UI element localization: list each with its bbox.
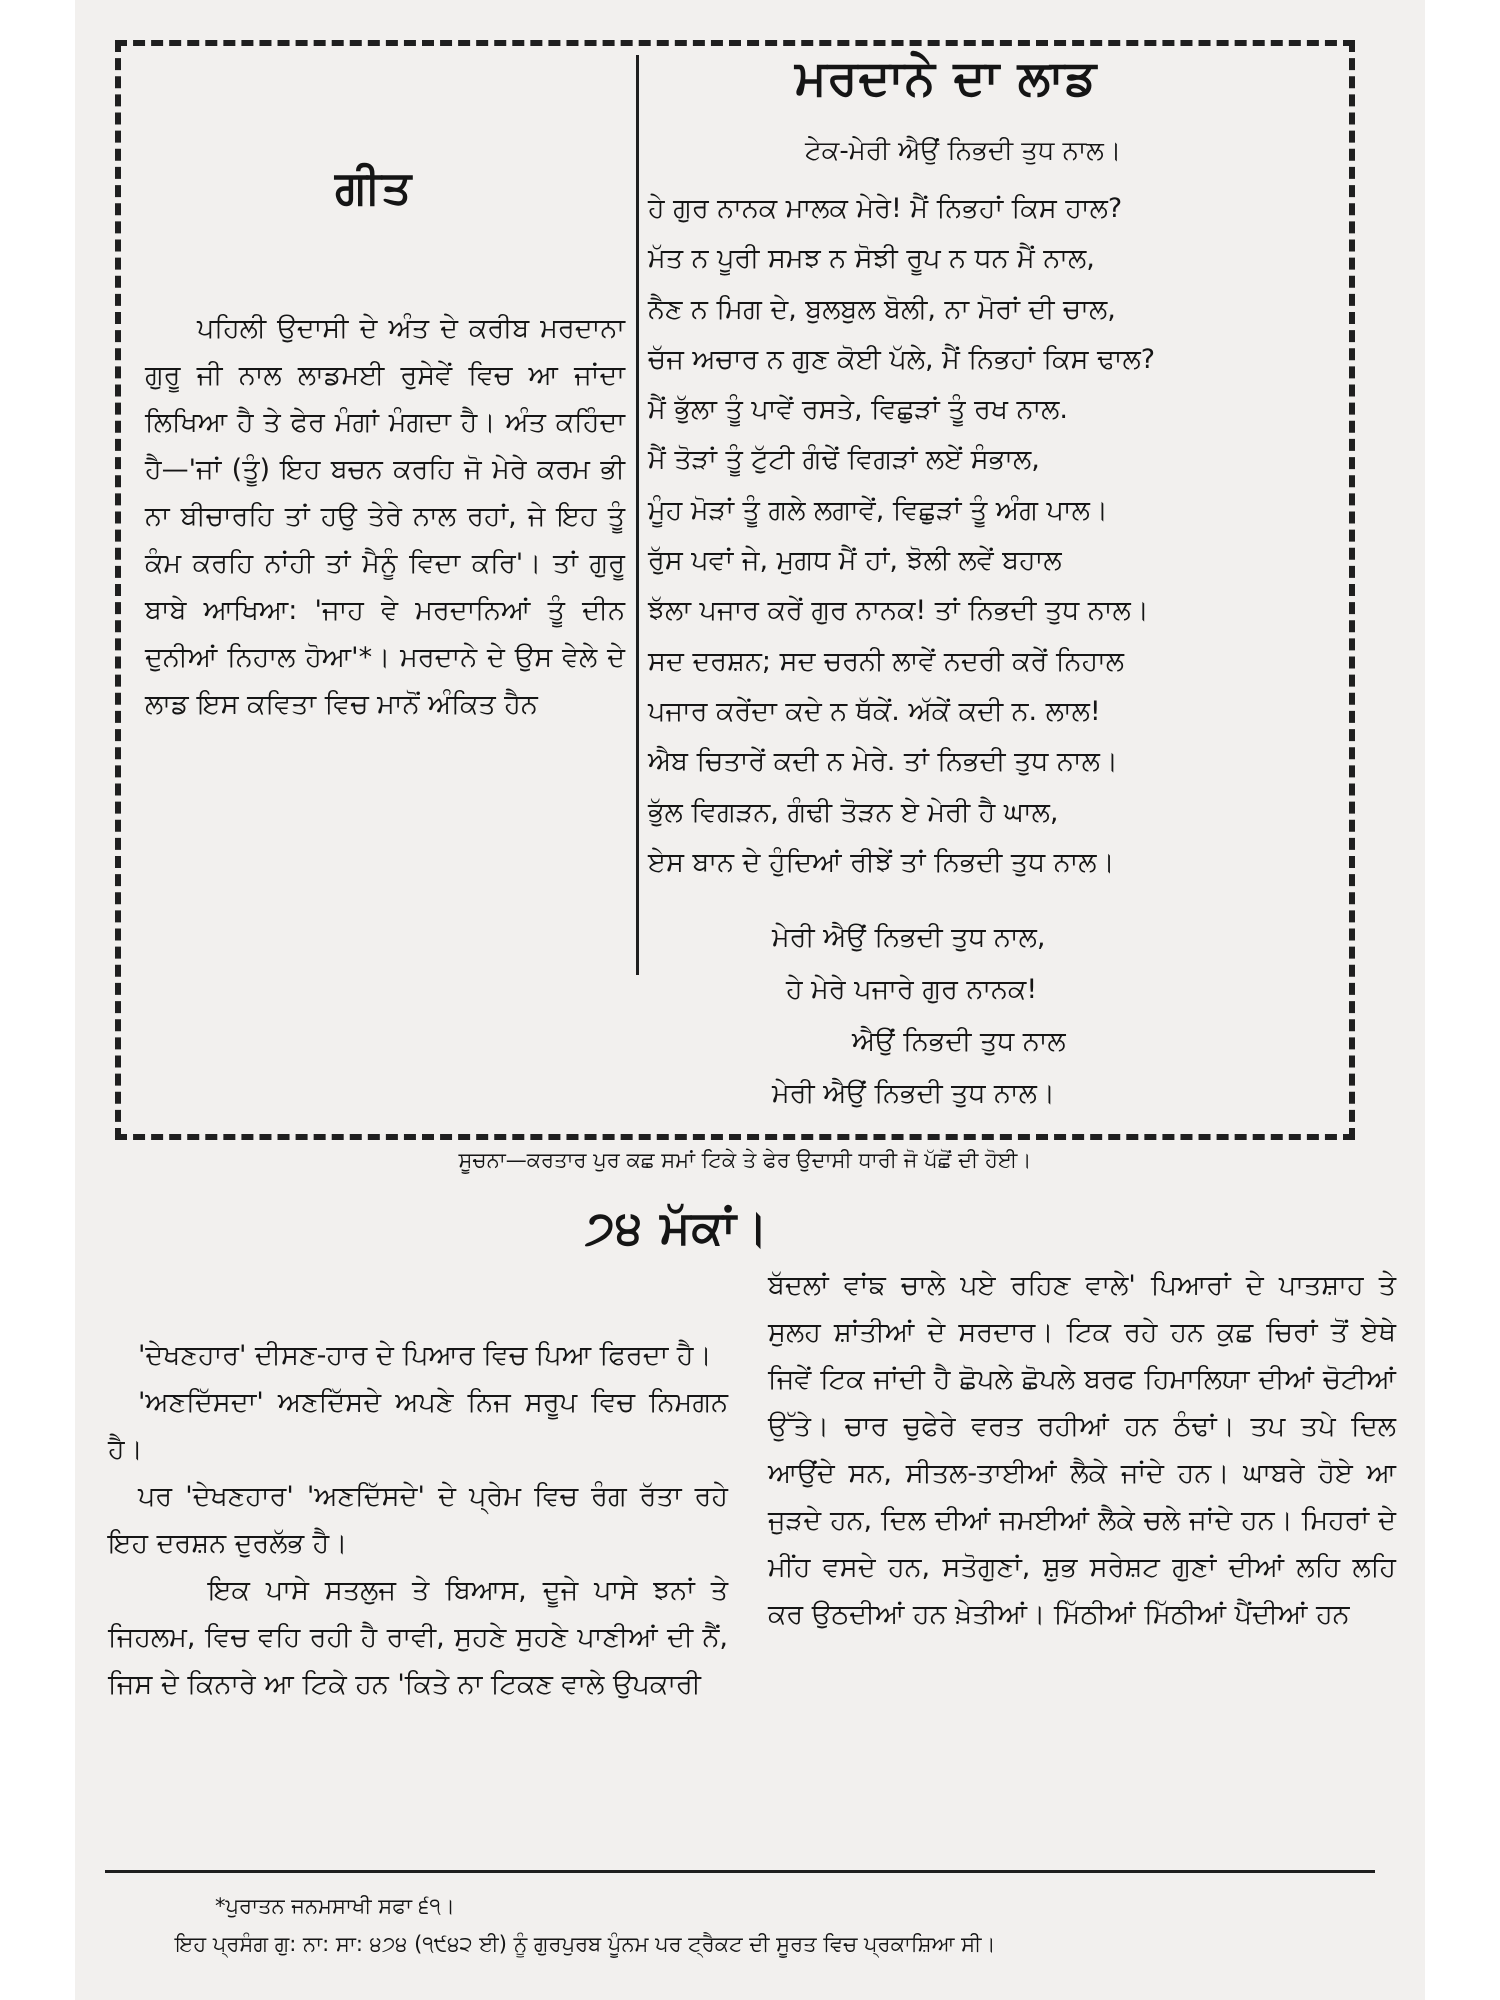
section-right-text: ਬੱਦਲਾਂ ਵਾਂਙ ਚਾਲੇ ਪਏ ਰਹਿਣ ਵਾਲੇ' ਪਿਆਰਾਂ ਦੇ ਪਾਤਸ਼ਾਹ ਤੇ ਸੁਲਹ ਸ਼ਾਂਤੀਆਂ ਦੇ ਸਰਦਾਰ। ਟਿਕ ਰਹੇ ਹਨ ਕੁਛ ਚਿਰਾਂ ਤੋਂ ਏਥੇ ਜਿਵੇਂ ਟਿਕ ਜਾਂਦੀ ਹੈ ਛੋਪਲੇ ਛੋਪਲੇ ਬਰਫ ਹਿਮਾਲਿਯਾ ਦੀਆਂ ਚੋਟੀਆਂ ਉੱਤੇ। ਚਾਰ ਚੁਫੇਰੇ ਵਰਤ ਰਹੀਆਂ ਹਨ ਠੰਢਾਂ। ਤਪ ਤਪੇ ਦਿਲ ਆਉਂਦੇ ਸਨ, ਸੀਤਲ-ਤਾਈਆਂ ਲੈਕੇ ਜਾਂਦੇ ਹਨ। ਘਾਬਰੇ ਹੋਏ ਆ ਜੁੜਦੇ ਹਨ, ਦਿਲ ਦੀਆਂ ਜਮਈਆਂ ਲੈਕੇ ਚਲੇ ਜਾਂਦੇ ਹਨ। ਮਿਹਰਾਂ ਦੇ ਮੀਂਹ ਵਸਦੇ ਹਨ, ਸਤੋਗੁਣਾਂ, ਸ਼ੁਭ ਸਰੇਸ਼ਟ ਗੁਣਾਂ ਦੀਆਂ ਲਹਿ ਲਹਿ ਕਰ ਉਠਦੀਆਂ ਹਨ ਖ਼ੇਤੀਆਂ। ਮਿੱਠੀਆਂ ਮਿੱਠੀਆਂ ਪੈਂਦੀਆਂ ਹਨ bbox=[768, 1270, 1396, 1630]
column-divider bbox=[636, 55, 639, 975]
refrain-line: ਮੇਰੀ ਐਉਂ ਨਿਭਦੀ ਤੁਧ ਨਾਲ। bbox=[772, 1078, 1056, 1109]
footnote: *ਪੁਰਾਤਨ ਜਨਮਸਾਖੀ ਸਫਾ ੬੧। bbox=[215, 1894, 455, 1918]
poem-tek: ਟੇਕ-ਮੇਰੀ ਐਉਂ ਨਿਭਦੀ ਤੁਧ ਨਾਲ। bbox=[805, 136, 1122, 166]
refrain-line: ਹੇ ਮੇਰੇ ਪਜਾਰੇ ਗੁਰ ਨਾਨਕ! bbox=[786, 974, 1038, 1005]
sutra-note: ਸੂਚਨਾ—ਕਰਤਾਰ ਪੁਰ ਕਛ ਸਮਾਂ ਟਿਕੇ ਤੇ ਫੇਰ ਉਦਾਸੀ ਧਾਰੀ ਜੋ ਪੱਛੋਂ ਦੀ ਹੋਈ। bbox=[458, 1148, 1032, 1172]
poem-line: ਹੇ ਗੁਰ ਨਾਨਕ ਮਾਲਕ ਮੇਰੇ! ਮੈਂ ਨਿਭਹਾਂ ਕਿਸ ਹਾਲ? bbox=[648, 193, 1123, 224]
poem-lines bbox=[648, 184, 1155, 888]
geet-title: ਗੀਤ bbox=[335, 160, 413, 214]
section-title: ੭੪ ਮੱਕਾਂ। bbox=[585, 1200, 769, 1254]
section-left-paragraph: ਇਕ ਪਾਸੇ ਸਤਲੁਜ ਤੇ ਬਿਆਸ, ਦੂਜੇ ਪਾਸੇ ਝਨਾਂ ਤੇ ਜਿਹਲਮ, ਵਿਚ ਵਹਿ ਰਹੀ ਹੈ ਰਾਵੀ, ਸੁਹਣੇ ਸੁਹਣੇ ਪਾਣੀਆਂ ਦੀ ਨੈਂ, ਜਿਸ ਦੇ ਕਿਨਾਰੇ ਆ ਟਿਕੇ ਹਨ 'ਕਿਤੇ ਨਾ ਟਿਕਣ ਵਾਲੇ ਉਪਕਾਰੀ bbox=[108, 1575, 728, 1700]
section-left-paragraph: ਪਰ 'ਦੇਖਣਹਾਰ' 'ਅਣਦਿੱਸਦੇ' ਦੇ ਪ੍ਰੇਮ ਵਿਚ ਰੰਗ ਰੱਤਾ ਰਹੇ ਇਹ ਦਰਸ਼ਨ ਦੁਰਲੱਭ ਹੈ। bbox=[108, 1481, 728, 1559]
poem-title: ਮਰਦਾਨੇ ਦਾ ਲਾਡ bbox=[795, 50, 1098, 106]
footnote: ਇਹ ਪ੍ਰਸੰਗ ਗੁ: ਨਾ: ਸਾ: ੪੭੪ (੧੯੪੨ ਈ) ਨੂੰ ਗੁਰਪੁਰਬ ਪੂੰਨਮ ਪਰ ਟ੍ਰੈਕਟ ਦੀ ਸੂਰਤ ਵਿਚ ਪ੍ਰਕਾਸ਼ਿਆ ਸੀ। bbox=[175, 1932, 996, 1956]
geet-intro-text: ਪਹਿਲੀ ਉਦਾਸੀ ਦੇ ਅੰਤ ਦੇ ਕਰੀਬ ਮਰਦਾਨਾ ਗੁਰੂ ਜੀ ਨਾਲ ਲਾਡਮਈ ਰੁਸੇਵੇਂ ਵਿਚ ਆ ਜਾਂਦਾ ਲਿਖਿਆ ਹੈ ਤੇ ਫੇਰ ਮੰਗਾਂ ਮੰਗਦਾ ਹੈ। ਅੰਤ ਕਹਿੰਦਾ ਹੈ—'ਜਾਂ (ਤੂੰ) ਇਹ ਬਚਨ ਕਰਹਿ ਜੋ ਮੇਰੇ ਕਰਮ ਭੀ ਨਾ ਬੀਚਾਰਹਿ ਤਾਂ ਹਉ ਤੇਰੇ ਨਾਲ ਰਹਾਂ, ਜੇ ਇਹ ਤੂੰ ਕੰਮ ਕਰਹਿ ਨਾਂਹੀ ਤਾਂ ਮੈਨੂੰ ਵਿਦਾ ਕਰਿ'। ਤਾਂ ਗੁਰੂ ਬਾਬੇ ਆਖਿਆ: 'ਜਾਹ ਵੇ ਮਰਦਾਨਿਆਂ ਤੂੰ ਦੀਨ ਦੁਨੀਆਂ ਨਿਹਾਲ ਹੋਆ'*। ਮਰਦਾਨੇ ਦੇ ਉਸ ਵੇਲੇ ਦੇ ਲਾਡ ਇਸ ਕਵਿਤਾ ਵਿਚ ਮਾਨੋਂ ਅੰਕਿਤ ਹੈਨ bbox=[145, 313, 625, 720]
section-left-paragraph: 'ਦੇਖਣਹਾਰ' ਦੀਸਣ-ਹਾਰ ਦੇ ਪਿਆਰ ਵਿਚ ਪਿਆ ਫਿਰਦਾ ਹੈ। bbox=[138, 1340, 712, 1371]
poem-line: ਮੈਂ ਭੁੱਲਾ ਤੂੰ ਪਾਵੇਂ ਰਸਤੇ, ਵਿਛੁੜਾਂ ਤੂੰ ਰਖ ਨਾਲ. bbox=[648, 394, 1069, 426]
refrain-line: ਮੇਰੀ ਐਉਂ ਨਿਭਦੀ ਤੁਧ ਨਾਲ, bbox=[772, 922, 1046, 953]
refrain-line: ਐਉਂ ਨਿਭਦੀ ਤੁਧ ਨਾਲ bbox=[852, 1026, 1066, 1057]
footnote-rule bbox=[105, 1870, 1375, 1873]
poem-refrain bbox=[772, 912, 1066, 1120]
poem-line: ਰੁੱਸ ਪਵਾਂ ਜੇ, ਮੁਗਧ ਮੈਂ ਹਾਂ, ਝੋਲੀ ਲਵੇਂ ਬਹਾਲ bbox=[648, 545, 1062, 577]
poem-line: ਐਬ ਚਿਤਾਰੇਂ ਕਦੀ ਨ ਮੇਰੇ. ਤਾਂ ਨਿਭਦੀ ਤੁਧ ਨਾਲ। bbox=[648, 746, 1119, 778]
poem-line: ਮੂੰਹ ਮੋੜਾਂ ਤੂੰ ਗਲੇ ਲਗਾਵੇਂ, ਵਿਛੁੜਾਂ ਤੂੰ ਅੰਗ ਪਾਲ। bbox=[648, 494, 1109, 526]
poem-line: ਮੱਤ ਨ ਪੂਰੀ ਸਮਝ ਨ ਸੋਝੀ ਰੂਪ ਨ ਧਨ ਮੈਂ ਨਾਲ, bbox=[648, 243, 1095, 275]
poem-line: ਏਸ ਬਾਨ ਦੇ ਹੁੰਦਿਆਂ ਰੀਝੇਂ ਤਾਂ ਨਿਭਦੀ ਤੁਧ ਨਾਲ। bbox=[648, 846, 1115, 878]
poem-line: ਭੁੱਲ ਵਿਗੜਨ, ਗੰਢੀ ਤੋੜਨ ਏ ਮੇਰੀ ਹੈ ਘਾਲ, bbox=[648, 796, 1059, 828]
poem-line: ਮੈਂ ਤੋੜਾਂ ਤੂੰ ਟੁੱਟੀ ਗੰਢੇਂ ਵਿਗੜਾਂ ਲਏਂ ਸੰਭਾਲ, bbox=[648, 444, 1040, 476]
poem-line: ਸਦ ਦਰਸ਼ਨ; ਸਦ ਚਰਨੀ ਲਾਵੇਂ ਨਦਰੀ ਕਰੇਂ ਨਿਹਾਲ bbox=[648, 645, 1125, 677]
poem-line: ਝੱਲਾ ਪਜਾਰ ਕਰੇਂ ਗੁਰ ਨਾਨਕ! ਤਾਂ ਨਿਭਦੀ ਤੁਧ ਨਾਲ। bbox=[648, 595, 1149, 627]
section-left-paragraph: 'ਅਣਦਿੱਸਦਾ' ਅਣਦਿੱਸਦੇ ਅਪਣੇ ਨਿਜ ਸਰੂਪ ਵਿਚ ਨਿਮਗਨ ਹੈ। bbox=[108, 1387, 728, 1465]
poem-line: ਚੱਜ ਅਚਾਰ ਨ ਗੁਣ ਕੋਈ ਪੱਲੇ, ਮੈਂ ਨਿਭਹਾਂ ਕਿਸ ਢਾਲ? bbox=[648, 343, 1156, 375]
section-left-text bbox=[108, 1332, 728, 1708]
poem-line: ਨੈਣ ਨ ਮਿਗ ਦੇ, ਬੁਲਬੁਲ ਬੋਲੀ, ਨਾ ਮੋਰਾਂ ਦੀ ਚਾਲ, bbox=[648, 293, 1116, 325]
poem-line: ਪਜਾਰ ਕਰੇਂਦਾ ਕਦੇ ਨ ਥੱਕੇਂ. ਅੱਕੇਂ ਕਦੀ ਨ. ਲਾਲ! bbox=[648, 695, 1101, 727]
